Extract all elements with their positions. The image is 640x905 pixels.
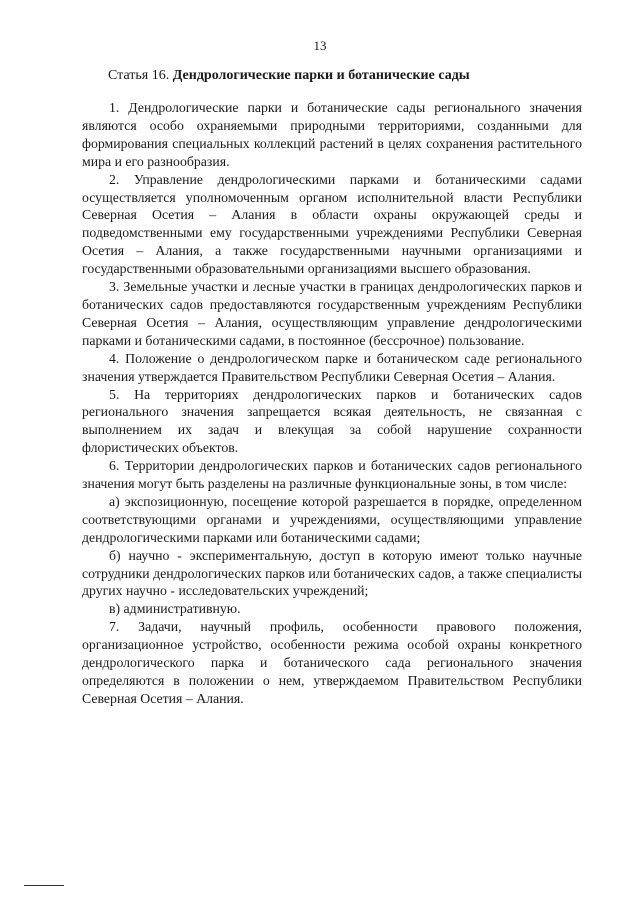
paragraph-5: 5. На территориях дендрологических парков и ботанических садов регионального значения запрещается всякая деятельность, не связанная с выполнением их задач и влекущая за собой нарушение сохранности флористических объектов. [82, 386, 582, 456]
list-item-a: а) экспозиционную, посещение которой разрешается в порядке, определенном соответствующими органами и учреждениями, осуществляющими управление дендрологическими парками или ботаническими садами; [82, 493, 582, 545]
paragraph-1: 1. Дендрологические парки и ботанические сады регионального значения являются особо охраняемыми природными территориями, созданными для формирования специальных коллекций растений в целях сохранения растительного мира и его разнообразия. [82, 100, 582, 169]
article-body [82, 99, 582, 708]
article-title: Дендрологические парки и ботанические сады [172, 68, 470, 83]
article-heading [108, 68, 470, 84]
list-item-b: б) научно - экспериментальную, доступ в которую имеют только научные сотрудники дендрологических парков или ботанических садов, а также специалисты других научно - исследовательских учреждений; [82, 547, 582, 599]
footer-divider [24, 885, 64, 886]
page-number: 13 [313, 38, 327, 53]
paragraph-6: 6. Территории дендрологических парков и ботанических садов регионального значения могут быть разделены на различные функциональные зоны, в том числе: [82, 458, 582, 492]
list-item-c: в) административную. [109, 601, 241, 617]
paragraph-3: 3. Земельные участки и лесные участки в границах дендрологических парков и ботанических садов предоставляются государственным учреждениям Республики Северная Осетия – Алания, осуществляющим управление дендрологическими парками и ботаническими садами, в постоянное (бессрочное) пользование. [82, 279, 582, 348]
paragraph-4: 4. Положение о дендрологическом парке и ботаническом саде регионального значения утверждается Правительством Республики Северная Осетия – Алания. [82, 350, 582, 384]
paragraph-2: 2. Управление дендрологическими парками и ботаническими садами осуществляется уполномоченным органом исполнительной власти Республики Северная Осетия – Алания в области охраны окружающей среды и подведомственными ему государственными учреждениями Республики Северная Осетия – Алания, а также государственными научными организациями и государственными образовательными организациями высшего образования. [82, 171, 582, 277]
paragraph-7: 7. Задачи, научный профиль, особенности правового положения, организационное устройство, особенности режима особой охраны конкретного дендрологического парка и ботанического сада регионального значения определяются в положении о нем, утверждаемом Правительством Республики Северная Осетия – Алания. [82, 619, 582, 706]
article-label: Статья 16. [108, 68, 170, 83]
